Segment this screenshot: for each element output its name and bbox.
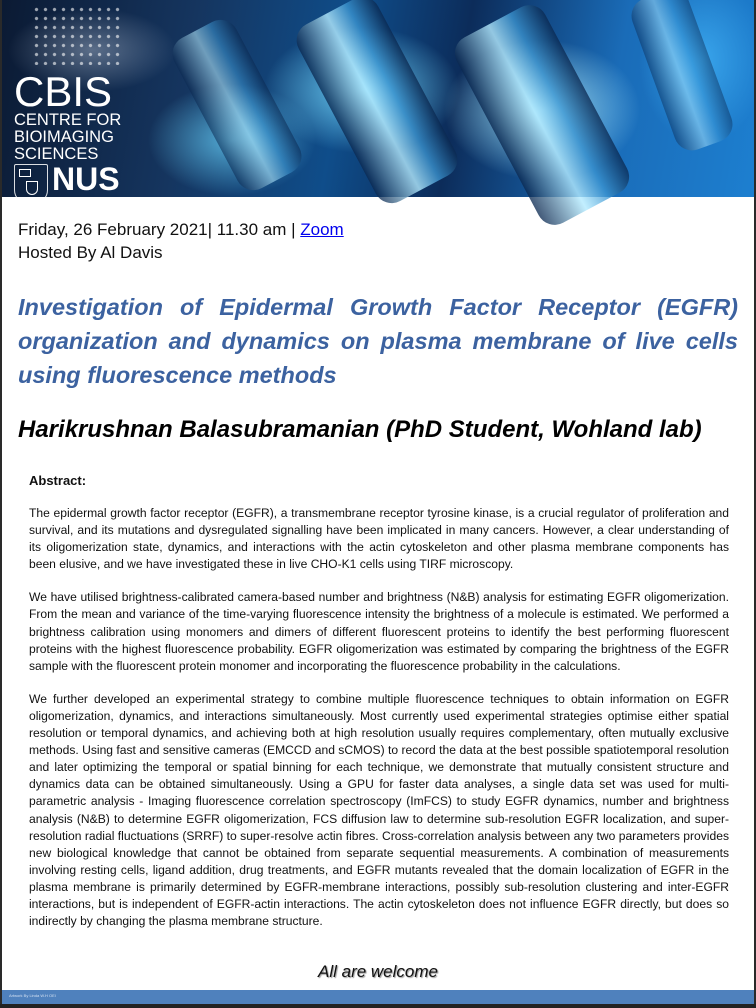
objective-lens-image bbox=[290, 0, 463, 209]
nus-logo-row bbox=[14, 161, 121, 204]
logo-line: SCIENCES bbox=[14, 145, 99, 163]
abstract-paragraph: The epidermal growth factor receptor (EGFR), a transmembrane receptor tyrosine kinase, is a crucial regulator of proliferation and survival, and its mutations and dysregulated signalling have been implicated in many cancers. However, a clear understanding of its oligomerization state, dynamics, and interactions with the actin cytoskeleton and other plasma membrane components has been elusive, and we have investigated these in live CHO-K1 cells using TIRF microscopy. bbox=[29, 506, 729, 572]
event-date-time: Friday, 26 February 2021| 11.30 am | bbox=[18, 220, 301, 239]
nus-crest-icon bbox=[14, 164, 48, 204]
event-host: Hosted By Al Davis bbox=[18, 243, 163, 262]
speaker-name: Harikrushnan Balasubramanian (PhD Student, Wohland lab) bbox=[18, 416, 702, 443]
logo-line: BIOIMAGING bbox=[14, 128, 114, 146]
page-bottom-edge bbox=[0, 1004, 756, 1008]
nus-fullname-line1: National University bbox=[54, 201, 96, 207]
header-banner-image bbox=[2, 0, 754, 213]
objective-lens-image bbox=[166, 14, 308, 197]
objective-lens-image bbox=[449, 0, 636, 231]
artwork-credit: Artwork By Linda W.H OEI bbox=[9, 993, 56, 998]
abstract-section bbox=[29, 472, 729, 946]
light-dots-decoration bbox=[32, 5, 122, 65]
abstract-heading: Abstract: bbox=[29, 473, 87, 488]
nus-fullname-line2: of Singapore bbox=[54, 207, 83, 213]
talk-title: Investigation of Epidermal Growth Factor Receptor (EGFR) organization and dynamics on plasma membrane of live cells using fluorescence methods bbox=[18, 294, 738, 388]
nus-fullname bbox=[54, 201, 121, 213]
footer-bar bbox=[2, 990, 754, 1004]
nus-acronym: NUS bbox=[52, 161, 120, 197]
zoom-link[interactable]: Zoom bbox=[300, 220, 344, 239]
abstract-paragraph: We further developed an experimental strategy to combine multiple fluorescence techniques to obtain information on EGFR oligomerization, dynamics, and interactions simultaneously. Most currently used experimental strategies optimise either spatial resolution or temporal dynamics, and achieving both at high resolution usually requires complementary, often mutually exclusive methods. Using fast and sensitive cameras (EMCCD and sCMOS) to record the data at the best possible spatiotemporal resolution and later optimizing the temporal or spatial binning for each technique, we demonstrate that mutually consistent structure and dynamics data can be obtained simultaneously. Using a GPU for faster data analyses, a single data set was used for multi-parametric analysis - Imaging fluorescence correlation spectroscopy (ImFCS) to study EGFR dynamics, number and brightness analysis (N&B) to determine EGFR oligomerization, FCS diffusion law to determine sub-resolution EGFR localization, and super-resolution radial fluctuations (SRRF) to super-resolve actin fibres. Cross-correlation analysis between any two parameters provides new biological knowledge that cannot be obtained from separate sequential measurements. A combination of measurements involving resting cells, ligand addition, drug treatments, and EGFR mutants revealed that the domain localization of EGFR in the plasma membrane is primarily determined by EGFR-membrane interactions, possibly sub-resolution clustering and inter-EGFR interactions, but is independent of EGFR-actin interactions. The actin cytoskeleton does not influence EGFR directly, but does so indirectly by changing the plasma membrane structure. bbox=[29, 691, 729, 929]
welcome-message: All are welcome bbox=[318, 962, 438, 981]
logo-line: CENTRE FOR bbox=[14, 111, 122, 129]
logo-acronym: CBIS bbox=[14, 68, 113, 115]
objective-lens-image bbox=[626, 0, 737, 155]
cbis-logo bbox=[14, 68, 122, 213]
event-info bbox=[18, 218, 344, 264]
event-date-line bbox=[18, 218, 344, 241]
abstract-paragraph: We have utilised brightness-calibrated camera-based number and brightness (N&B) analysis for estimating EGFR oligomerization. From the mean and variance of the time-varying fluorescence intensity the brightness of a molecule is estimated. We performed a brightness calibration using monomers and dimers of different fluorescent proteins to identify the best performing fluorescent proteins with the highest fluorescence probability. EGFR oligomerization was estimated by comparing the brightness of the EGFR sample with the fluorescent protein monomer and incorporating the fluorescence probability in the calculations. bbox=[29, 590, 729, 673]
